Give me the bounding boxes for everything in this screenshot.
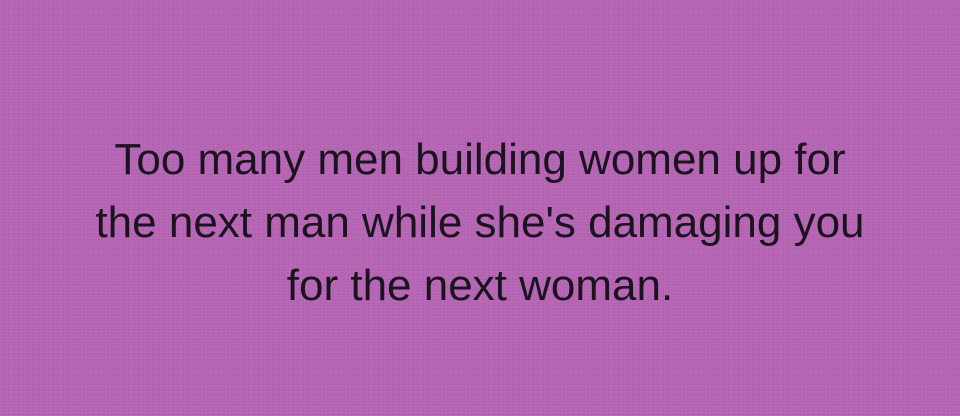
quote-line-2: the next man while she's damaging you — [95, 198, 865, 247]
quote-text — [0, 128, 960, 317]
quote-line-1: Too many men building women up for — [114, 135, 846, 184]
quote-line-3: for the next woman. — [286, 261, 674, 310]
